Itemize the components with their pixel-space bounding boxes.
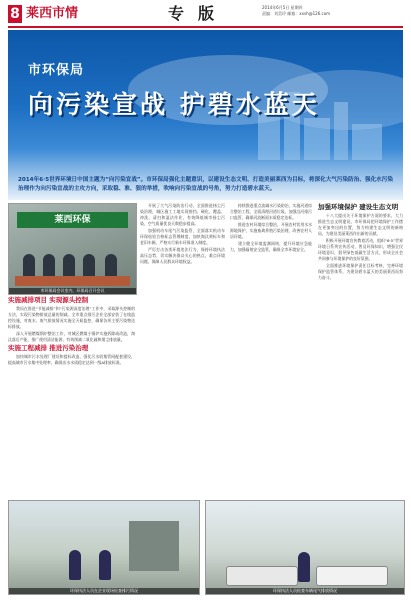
conference-table	[15, 276, 130, 286]
paragraph: 全面推进环境保护责任目标考核，完善环境保护监管体系，为建设碧水蓝天的美丽莱西而努力奋斗。	[318, 263, 403, 280]
editor-info: 责编：刘美玲 邮箱：xxsh@126.com	[262, 11, 331, 16]
issue-date: 2014年6月5日 星期四	[262, 5, 303, 10]
hero-lead: 2014年6·5世界环境日中国主题为“向污染宣战”。市环保局强化主题意识，以建设生态文明、打造美丽莱西为目标，将深化大气污染防治、强化水污染治理作为向污染宣战的主攻方向，采取稳、准、狠的举措，吹响向污染宣战的号角，努力打造碧水蓝天。	[18, 177, 393, 192]
article-column-4	[318, 203, 403, 493]
vehicle-shape	[226, 566, 298, 586]
building-shape	[334, 102, 348, 160]
paragraph: 持续推进重点流域水污染防治，实施河道综合整治工程，全面清理河道垃圾，加强沿河排污口监管，确保河流断面水质稳定达标。	[230, 203, 312, 220]
photo-caption: 环保执法人员检查车辆尾气排放情况	[206, 588, 404, 594]
article-column-2	[140, 203, 225, 493]
person-figure	[69, 550, 81, 580]
paragraph: 开展了大气污染防治行动，全面推进扬尘污染治理，城区施工工地实现围挡、硬化、覆盖、冲洗、清扫和湿法作业，有效降低城市扬尘污染，空气质量优良天数稳步提高。	[140, 203, 225, 226]
hero-banner	[8, 30, 403, 200]
equipment-shape	[129, 521, 179, 571]
paragraph: 建立健全环境监测网络，提升环境应急能力，加强辐射安全监管，确保全市环境安全。	[230, 241, 312, 252]
paragraph: 加强机动车尾气污染监管，全面落实机动车环保检验合格标志管理制度，加快淘汰黄标车和老旧车辆，严格实行新车环保准入制度。	[140, 228, 225, 245]
column-name: 专版	[168, 4, 229, 23]
photo-caption: 环保执法人员在企业现场检查排污情况	[9, 588, 199, 594]
section-heading: 实施工程减排 推进污染治理	[8, 344, 89, 352]
person-figure	[298, 552, 310, 582]
section-heading: 加强环境保护 建设生态文明	[318, 203, 399, 211]
inspection-photo	[8, 500, 200, 595]
section-heading: 实施减排项目 实现源头控制	[8, 296, 89, 304]
page-number: 8	[8, 5, 22, 23]
building-shape	[352, 124, 382, 160]
paragraph: 深入开展燃煤锅炉整治工作，对城区燃煤小锅炉实施拆除或改造，淘汰落后产能，推广使用清洁能源，有效削减二氧化硫和烟尘排放量。	[8, 331, 135, 342]
paragraph: 推进农村环境综合整治，开展农村饮用水水源地保护，实施畜禽养殖污染治理，改善农村人居环境。	[230, 222, 312, 239]
person-figure	[99, 550, 111, 580]
photo-caption: 市环保局会议室内，环保局召开会议	[9, 288, 136, 294]
header-rule	[8, 26, 403, 28]
building-shape	[304, 118, 330, 160]
header-meta	[262, 5, 402, 17]
hero-title: 向污染宣战 护碧水蓝天	[28, 90, 320, 119]
paragraph: 严厉打击各类环境违法行为，保持环境执法高压态势，切实解决群众关心的热点、难点环境问题，保障人民群众环境权益。	[140, 247, 225, 264]
paragraph: 我局在推进“节能减排”和“污染源深度治理”工作中，采取源头控制的方法，实现污染物排放总量的削减。全市重点排污企业全部安装了在线监控设施，对废水、废气排放情况实施全天候监控，确保各项主要污染物达标排放。	[8, 306, 135, 329]
section-name: 莱西市情	[26, 6, 79, 21]
hero-subtitle: 市环保局	[28, 63, 85, 78]
paragraph: 积极开展环境宣传教育活动，组织“6·5”世界环境日系列宣传活动，普及环保知识，增强全民环境意识，倡导绿色低碳生活方式，形成全社会共同参与环境保护的良好氛围。	[318, 238, 403, 261]
paragraph: 十八大提出关于环境保护方面的要求，大力推进生态文明建设。市环保局把环境保护工作摆在更加突出的位置，努力构建生态文明的新格局，为建设美丽莱西作出新的贡献。	[318, 213, 403, 236]
vehicle-check-photo	[205, 500, 405, 595]
paragraph: 加快城市污水处理厂建设和提标改造，强化污水收集管网配套建设，提高城市污水集中处理率，确保出水水质稳定达到一级A排放标准。	[8, 354, 135, 365]
article-column-1	[8, 296, 135, 496]
page-header	[0, 0, 411, 28]
meeting-photo	[8, 203, 137, 295]
meeting-banner: 莱西环保	[17, 212, 128, 228]
article-column-3	[230, 203, 312, 493]
vehicle-shape	[316, 566, 388, 586]
